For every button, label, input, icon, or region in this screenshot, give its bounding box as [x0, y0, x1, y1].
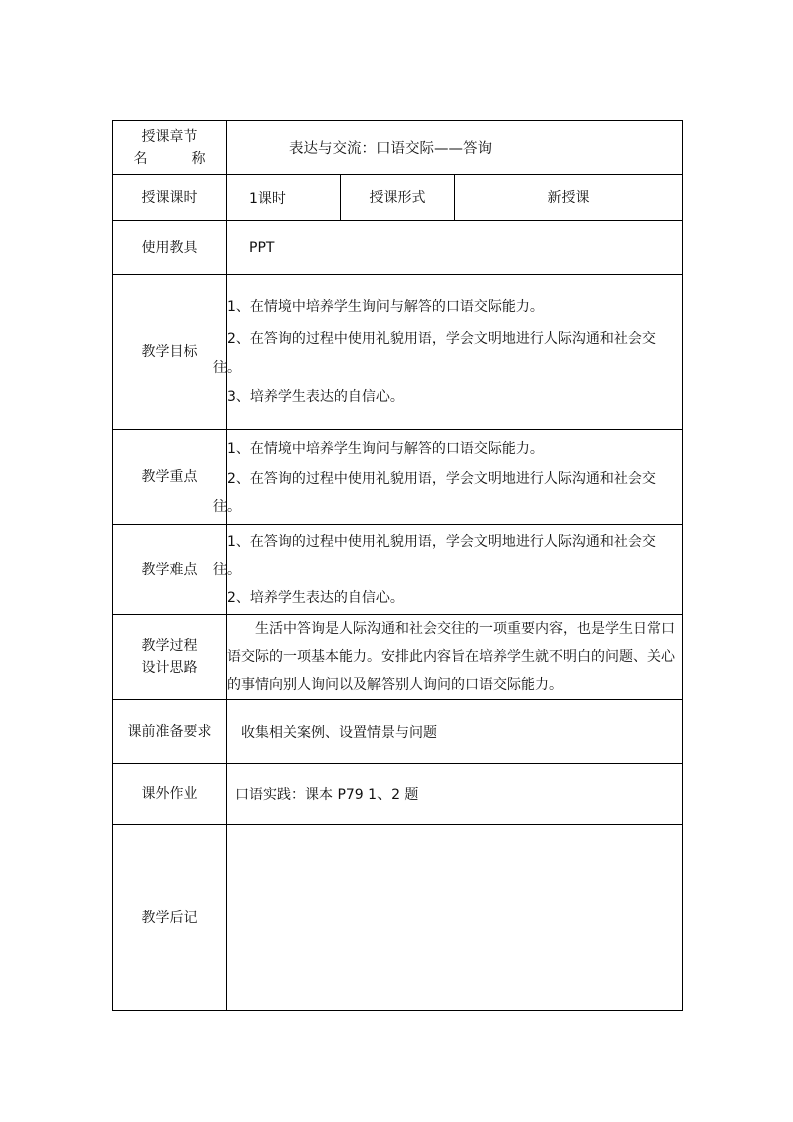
goals-item: 1、在情境中培养学生询问与解答的口语交际能力。: [227, 299, 544, 315]
tools-label: 使用教具: [113, 221, 227, 275]
tools-value: PPT: [227, 221, 683, 275]
goals-content: [213, 275, 683, 430]
chapter-value: 表达与交流：口语交际——答询: [289, 141, 492, 157]
row-goals: [113, 275, 683, 430]
design-label-line1: 教学过程: [141, 638, 198, 654]
difficulties-content: [213, 525, 683, 615]
row-design: [113, 615, 683, 700]
goals-item: 3、培养学生表达的自信心。: [227, 389, 404, 405]
notes-label: 教学后记: [113, 825, 227, 1011]
prep-label: 课前准备要求: [113, 700, 227, 764]
row-hours: [113, 175, 683, 221]
chapter-label-char-a: 名: [133, 150, 148, 167]
row-key-points: [113, 430, 683, 525]
key-points-item: 2、在答询的过程中使用礼貌用语，学会文明地进行人际沟通和社会交: [227, 471, 656, 487]
row-prep: [113, 700, 683, 764]
row-difficulties: [113, 525, 683, 615]
notes-value: [227, 825, 683, 1011]
key-points-content: [213, 430, 683, 525]
difficulties-label: 教学难点: [113, 525, 227, 615]
difficulties-item: 往。: [213, 561, 241, 578]
key-points-label: 教学重点: [113, 430, 227, 525]
design-label-line2: 设计思路: [141, 660, 198, 676]
design-text: 生活中答询是人际沟通和社会交往的一项重要内容，也是学生日常口语交际的一项基本能力。安排此内容旨在培养学生就不明白的问题、关心的事情向别人询问以及解答别人询问的口语交际能力。: [227, 615, 683, 700]
difficulties-item: 1、在答询的过程中使用礼貌用语，学会文明地进行人际沟通和社会交: [227, 533, 656, 550]
prep-value: 收集相关案例、设置情景与问题: [227, 700, 683, 764]
row-notes: [113, 825, 683, 1011]
goals-label: 教学目标: [113, 275, 227, 430]
key-points-item: 往。: [213, 499, 241, 515]
chapter-value-cell: [227, 121, 683, 175]
chapter-label: [113, 121, 227, 175]
design-label: [113, 615, 227, 700]
row-homework: [113, 764, 683, 825]
key-points-item: 1、在情境中培养学生询问与解答的口语交际能力。: [227, 441, 544, 457]
chapter-label-line1: 授课章节: [141, 128, 198, 145]
form-value: 新授课: [455, 175, 683, 221]
chapter-label-line2: [113, 148, 226, 170]
form-label: 授课形式: [341, 175, 455, 221]
row-chapter: [113, 121, 683, 175]
chapter-label-char-b: 称: [191, 150, 206, 167]
goals-item: 2、在答询的过程中使用礼貌用语，学会文明地进行人际沟通和社会交: [227, 331, 656, 347]
difficulties-item: 2、培养学生表达的自信心。: [227, 589, 404, 606]
goals-item: 往。: [213, 360, 241, 376]
hours-value: 1课时: [227, 175, 341, 221]
row-tools: [113, 221, 683, 275]
hours-label: 授课课时: [113, 175, 227, 221]
homework-value: 口语实践：课本 P79 1、2 题: [227, 764, 683, 825]
lesson-plan-table: [112, 120, 683, 1011]
homework-label: 课外作业: [113, 764, 227, 825]
